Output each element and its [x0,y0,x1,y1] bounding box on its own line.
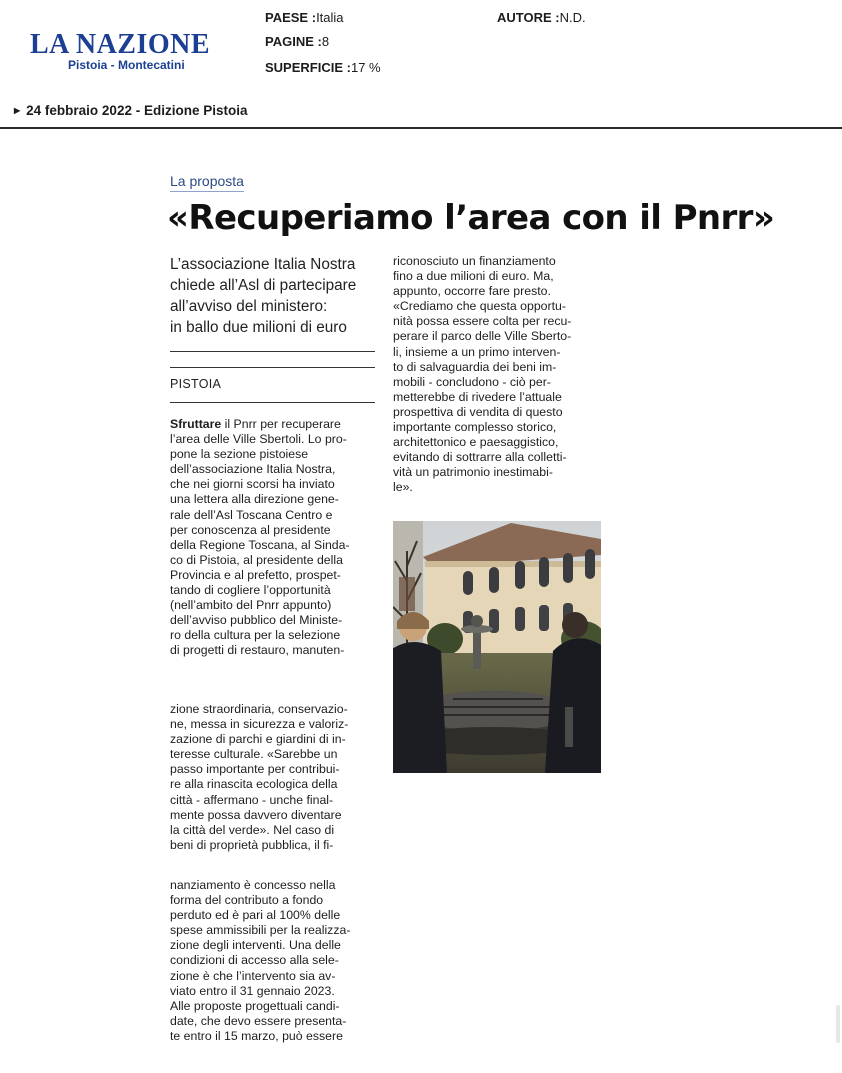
body-line: zazione di parchi e giardini di in- [170,732,346,747]
body-line: di progetti di restauro, manuten- [170,643,345,658]
meta-paese-value: Italia [316,10,344,25]
body-line: viato entro il 31 gennaio 2023. [170,983,335,998]
body-line: vità un patrimonio inestimabi- [393,465,553,480]
body-line: una lettera alla direzione gene- [170,492,339,507]
body-line: evitando di sottrarre alla colletti- [393,450,567,465]
body-line: (nell’ambito del Pnrr appunto) [170,598,332,613]
body-column-2 [393,254,603,496]
body-line: della Regione Toscana, al Sinda- [170,537,350,552]
edition-line [14,103,247,118]
article-dateline: PISTOIA [170,377,222,391]
body-line: co di Pistoia, al presidente della [170,552,343,567]
summary-line: L’associazione Italia Nostra [170,256,356,273]
body-line: date, che devo essere presenta- [170,1013,347,1028]
body-line: perare il parco delle Ville Sberto- [393,329,572,344]
body-line: forma del contributo a fondo [170,893,324,908]
body-line: fino a due milioni di euro. Ma, [393,269,554,284]
body-line: l’area delle Ville Sbertoli. Lo pro- [170,432,347,447]
body-line: to di salvaguardia dei beni im- [393,359,557,374]
body-line-text: il Pnrr per recuperare [221,417,341,431]
body-line: pone la sezione pistoiese [170,447,309,462]
body-line: passo importante per contribui- [170,762,340,777]
meta-autore-label: AUTORE : [497,10,560,25]
body-line: teresse culturale. «Sarebbe un [170,747,338,762]
article-photo [393,521,601,773]
body-line: importante complesso storico, [393,420,557,435]
body-line: beni di proprietà pubblica, il fi- [170,837,334,852]
summary-divider-bottom [170,367,375,368]
body-line: mobili - concludono - ciò per- [393,374,551,389]
meta-autore-value: N.D. [559,10,586,25]
body-line: che nei giorni scorsi ha inviato [170,477,335,492]
masthead-logo: LA NAZIONE [30,29,211,60]
summary-divider-top [170,351,375,352]
meta-pagine [265,34,329,50]
body-line: ro della cultura per la selezione [170,628,341,643]
body-line: architettonico e paesaggistico, [393,435,559,450]
scrollbar-thumb[interactable] [836,1005,840,1043]
summary-line: chiede all’Asl di partecipare [170,277,357,294]
article-kicker: La proposta [170,173,244,192]
meta-autore [497,10,586,26]
body-line: perduto ed è pari al 100% delle [170,908,341,923]
lead-word: Sfruttare [170,417,222,431]
body-line: la città del verde». Nel caso di [170,822,335,837]
body-line: re alla rinascita ecologica della [170,777,338,792]
body-line: riconosciuto un finanziamento [393,254,556,268]
body-line: rale dell’Asl Toscana Centro e [170,507,333,522]
masthead-subtitle: Pistoia - Montecatini [68,58,185,72]
body-line: dell’avviso pubblico del Ministe- [170,613,343,628]
body-line: appunto, occorre fare presto. [393,284,551,299]
article-summary [170,254,380,338]
meta-paese-label: PAESE : [265,10,317,25]
dateline-divider [170,402,375,403]
body-line: per conoscenza al presidente [170,522,331,537]
body-line: zione straordinaria, conservazio- [170,702,348,716]
body-line [170,417,378,432]
summary-line: in ballo due milioni di euro [170,319,347,336]
body-line: Alle proposte progettuali candi- [170,998,340,1013]
meta-paese [265,10,344,26]
body-line: mente possa davvero diventare [170,807,342,822]
body-line: nanziamento è concesso nella [170,878,336,892]
body-line: condizioni di accesso alla sele- [170,953,339,968]
body-line: spese ammissibili per la realizza- [170,923,351,938]
body-column-1-block-2 [170,702,378,853]
meta-superficie [265,60,381,76]
body-line: te entro il 15 marzo, può essere [170,1028,343,1043]
body-line: tando di cogliere l’opportunità [170,583,331,598]
meta-pagine-label: PAGINE : [265,34,322,49]
body-line: zione degli interventi. Una delle [170,938,341,953]
body-line: le». [393,480,413,495]
meta-pagine-value: 8 [321,34,330,49]
body-column-1-block-1 [170,417,378,659]
body-column-1-block-3 [170,878,378,1044]
article-headline: «Recuperiamo l’area con il Pnrr» [167,198,775,238]
meta-superficie-value: 17 % [350,60,381,75]
body-line: dell’associazione Italia Nostra, [170,462,336,477]
body-line: ne, messa in sicurezza e valoriz- [170,717,349,732]
header-divider [0,127,842,129]
body-line: Provincia e al prefetto, prospet- [170,567,341,582]
body-line: nità possa essere colta per recu- [393,314,572,329]
edition-text: 24 febbraio 2022 - Edizione Pistoia [26,103,248,118]
body-line: prospettiva di vendita di questo [393,404,563,419]
body-line: zione è che l’intervento sia av- [170,968,336,983]
body-line: li, insieme a un primo interven- [393,344,561,359]
triangle-right-icon: ▶ [14,106,21,115]
body-line: città - affermano - unche final- [170,792,334,807]
body-line: «Crediamo che questa opportu- [393,299,566,314]
meta-superficie-label: SUPERFICIE : [265,60,351,75]
summary-line: all’avviso del ministero: [170,298,328,315]
body-line: metterebbe di rivedere l’attuale [393,389,562,404]
